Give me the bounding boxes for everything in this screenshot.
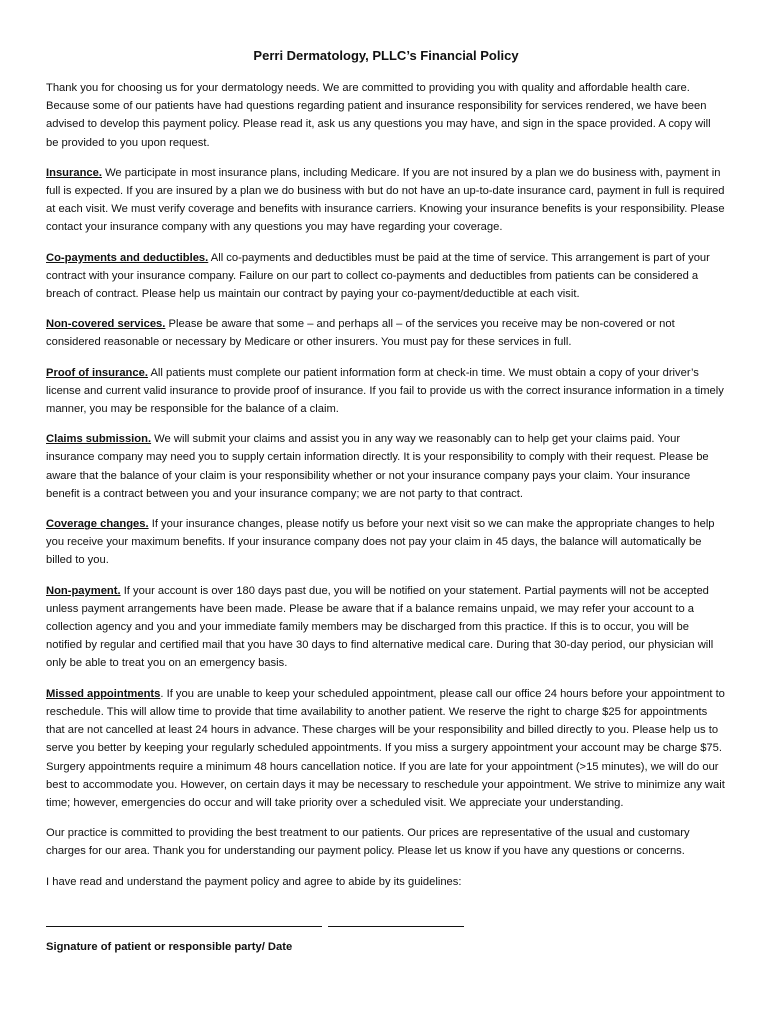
section-claims-submission	[46, 430, 726, 503]
section-text: All co-payments and deductibles must be paid at the time of service. This arrangement is part of your contract with your insurance company. Failure on our part to collect co-payments and deductibles from patients can be considered a breach of contract. Please help us maintain our contract by paying your co-payment/deductible at each visit.	[46, 251, 710, 301]
section-heading: Missed appointments	[46, 687, 161, 700]
section-non-payment	[46, 582, 726, 673]
section-text: . If you are unable to keep your scheduled appointment, please call our office 24 hours before your appointment to reschedule. This will allow time to provide that time availability to another patient. We reserve the right to charge $25 for appointments that are not cancelled at least 24 hours in advance. These charges will be your responsibility and billed directly to you. Please help us to serve you better by keeping your regularly scheduled appointments. If you miss a surgery appointment your account may be charge $75. Surgery appointments require a minimum 48 hours cancellation notice. If you are late for your appointment (>15 minutes), we will do our best to accommodate you. However, on certain days it may be necessary to reschedule your appointment. We strive to minimize any wait time; however, emergencies do occur and will take priority over a scheduled visit. We appreciate your understanding.	[46, 687, 725, 809]
section-text: Please be aware that some – and perhaps all – of the services you receive may be non-covered or not considered reasonable or necessary by Medicare or other insurers. You must pay for these services in full.	[46, 318, 675, 349]
acknowledgement-text: I have read and understand the payment policy and agree to abide by its guidelines:	[46, 875, 462, 888]
section-text: We will submit your claims and assist you in any way we reasonably can to help get your claims paid. Your insurance company may need you to supply certain information directly. It is your responsibility to comply with their request. Please be aware that the balance of your claim is your responsibility whether or not your insurance company pays your claim. Your insurance benefit is a contract between you and your insurance company; we are not party to that contract.	[46, 433, 709, 500]
section-insurance	[46, 164, 726, 237]
section-text: If your account is over 180 days past due, you will be notified on your statement. Partial payments will not be accepted unless payment arrangements have been made. Please be aware that if a balance remains unpaid, we may refer your account to a collection agency and you and your immediate family members may be discharged from this practice. If this is to occur, you will be notified by regular and certified mail that you have 30 days to find alternative medical care. During that 30-day period, our physician will only be able to treat you on an emergency basis.	[46, 584, 714, 670]
signature-label: Signature of patient or responsible party/ Date	[46, 940, 293, 953]
section-heading: Claims submission.	[46, 433, 152, 446]
section-heading: Coverage changes.	[46, 518, 149, 531]
signature-lines	[46, 911, 726, 927]
section-proof-of-insurance	[46, 364, 726, 419]
section-non-covered	[46, 315, 726, 351]
section-heading: Non-covered services.	[46, 318, 166, 331]
section-text: If your insurance changes, please notify us before your next visit so we can make the appropriate changes to help you receive your maximum benefits. If your insurance company does not pay your claim in 45 days, the balance will automatically be billed to you.	[46, 518, 715, 567]
section-text: All patients must complete our patient information form at check-in time. We must obtain a copy of your driver’s license and current valid insurance to provide proof of insurance. If you fail to provide us with the correct insurance information in a timely manner, you may be responsible for the balance of a claim.	[46, 366, 724, 416]
date-line[interactable]	[328, 914, 464, 927]
section-heading: Insurance.	[46, 166, 102, 179]
section-text: We participate in most insurance plans, including Medicare. If you are not insured by a plan we do business with, payment in full is expected. If you are insured by a plan we do business with but do not have an up-to-date insurance card, payment in full is required at each visit. We must verify coverage and benefits with insurance carriers. Knowing your insurance benefits is your responsibility. Please contact your insurance company with any questions you may have regarding your coverage.	[46, 166, 725, 234]
closing-paragraph: Our practice is committed to providing the best treatment to our patients. Our prices are representative of the usual and customary charges for our area. Thank you for understanding our payment policy. Please let us know if you have any questions or concerns.	[46, 827, 690, 858]
document-title: Perri Dermatology, PLLC’s Financial Policy	[253, 48, 519, 63]
section-copayments	[46, 249, 726, 304]
section-heading: Proof of insurance.	[46, 366, 148, 379]
section-heading: Non-payment.	[46, 584, 121, 597]
section-missed-appointments	[46, 685, 726, 812]
signature-line[interactable]	[46, 914, 322, 927]
section-coverage-changes	[46, 515, 726, 570]
section-heading: Co-payments and deductibles.	[46, 251, 209, 264]
intro-paragraph: Thank you for choosing us for your dermatology needs. We are committed to providing you with quality and affordable health care. Because some of our patients have had questions regarding patient and insurance responsibility for services rendered, we have been advised to develop this payment policy. Please read it, ask us any questions you may have, and sign in the space provided. A copy will be provided to you upon request.	[46, 82, 711, 149]
